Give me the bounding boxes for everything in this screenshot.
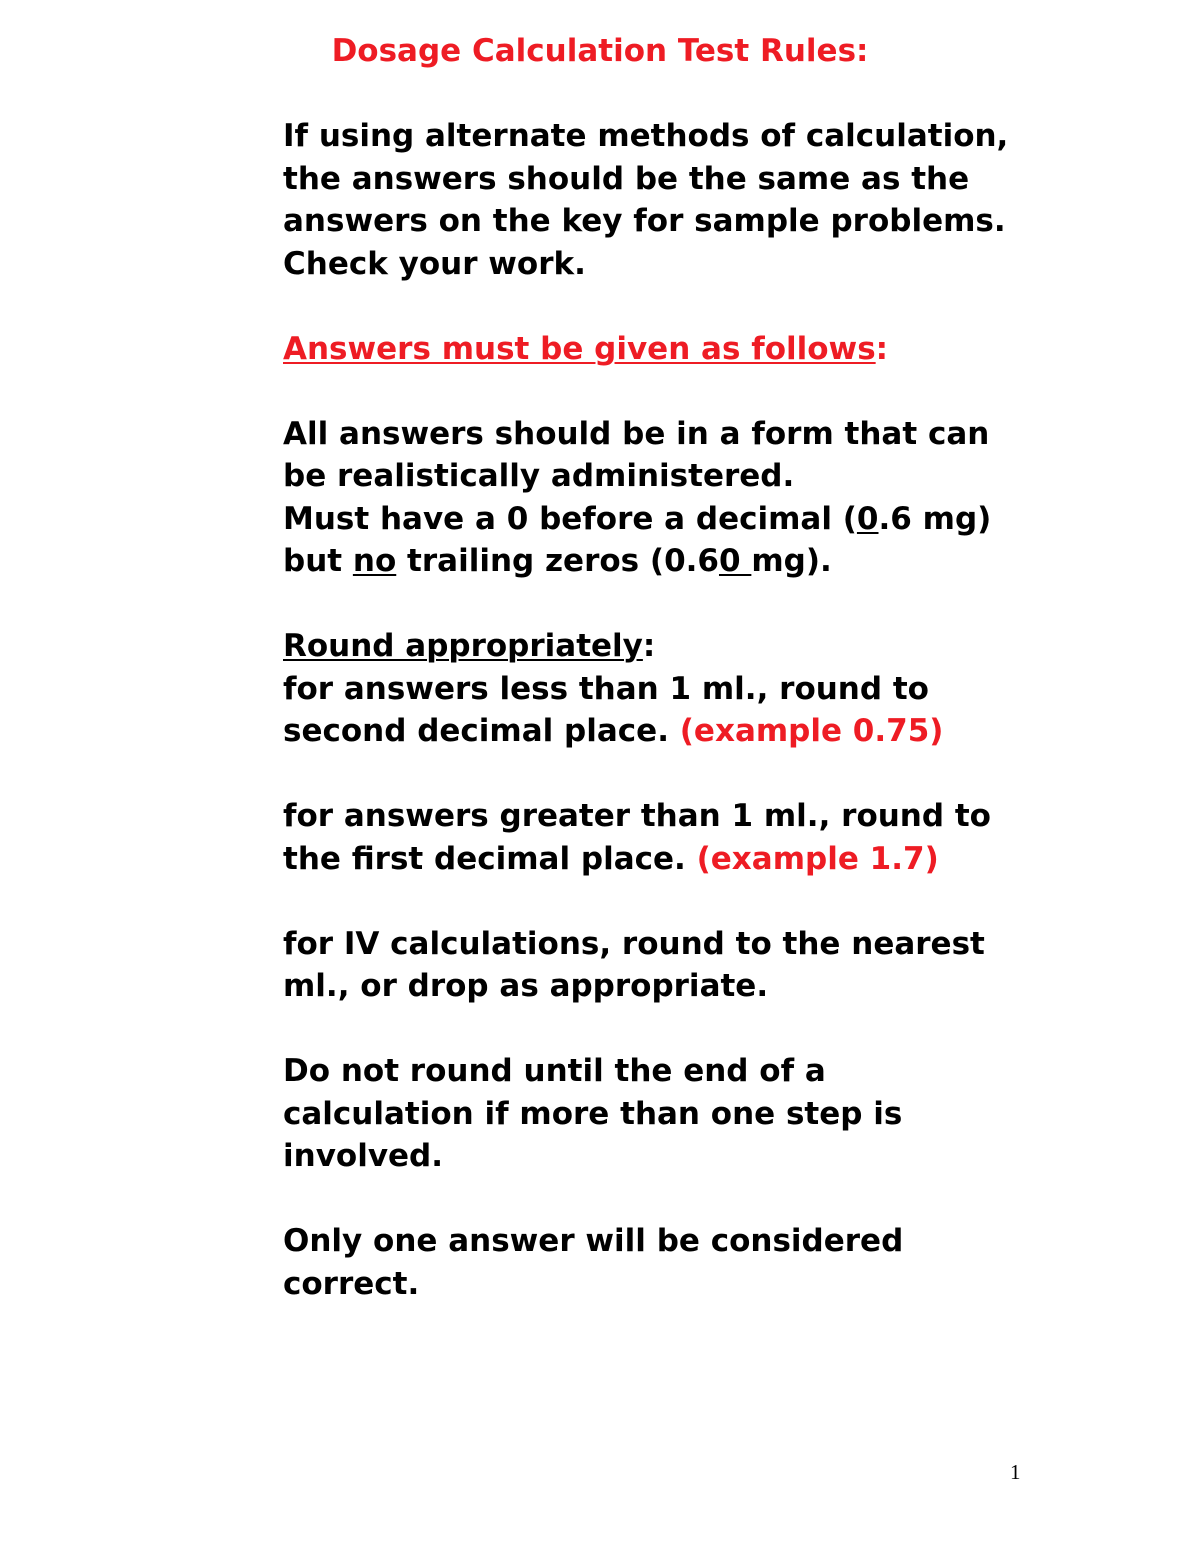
round-less-text: second decimal place. [283, 713, 680, 749]
round-less-example: (example 0.75) [679, 713, 944, 749]
intro-line: Check your work. [283, 245, 586, 282]
round-greater-text: the first decimal place. [283, 840, 697, 877]
trailing-zero-text-mid: trailing zeros (0.6 [396, 543, 719, 579]
form-rule-line: All answers should be in a form that can [283, 415, 990, 452]
form-rule-line: be realistically administered. [283, 458, 795, 494]
intro-line: answers on the key for sample problems. [283, 203, 1006, 239]
round-heading-colon: : [642, 628, 656, 664]
answers-heading-colon: : [875, 330, 889, 367]
round-greater-example: (example 1.7) [696, 840, 939, 877]
trailing-zero-text: but [283, 543, 353, 579]
round-heading [283, 625, 1143, 668]
trailing-zero-text-end: mg). [751, 543, 832, 579]
round-greater-line: for answers greater than 1 ml., round to [283, 798, 991, 834]
no-round-paragraph [283, 1050, 1143, 1178]
iv-rule-line: for IV calculations, round to the nearest [283, 925, 985, 962]
form-rules-paragraph [283, 413, 1143, 583]
answers-heading-text: Answers must be given as follows [283, 330, 876, 367]
intro-line: If using alternate methods of calculation, [283, 118, 1009, 154]
leading-zero-text-end: .6 mg) [878, 500, 992, 537]
intro-paragraph [283, 115, 1143, 285]
one-answer-paragraph [283, 1220, 1143, 1305]
trailing-zero-digit: 0 [718, 543, 752, 579]
no-round-line: calculation if more than one step is [283, 1095, 903, 1132]
trailing-zero-rule [283, 540, 1143, 583]
round-less-line [283, 710, 1143, 753]
leading-zero-rule [283, 498, 1143, 541]
round-greater-paragraph [283, 795, 1143, 880]
page-title: Dosage Calculation Test Rules: [331, 33, 869, 69]
round-less-line: for answers less than 1 ml., round to [283, 670, 929, 707]
round-heading-text: Round appropriately [283, 628, 643, 664]
no-round-line: Do not round until the end of a [283, 1053, 826, 1089]
answers-heading [283, 328, 1143, 371]
no-round-line: involved. [283, 1138, 444, 1174]
one-answer-line: correct. [283, 1265, 420, 1302]
round-greater-line [283, 838, 1143, 881]
leading-zero-text: Must have a 0 before a decimal ( [283, 500, 857, 537]
leading-zero-digit: 0 [856, 500, 879, 537]
page-number: 1 [1010, 1460, 1021, 1484]
rules-body [283, 115, 1143, 1348]
round-less-paragraph [283, 668, 1143, 753]
iv-rule-line: ml., or drop as appropriate. [283, 968, 769, 1004]
one-answer-line: Only one answer will be considered [283, 1223, 904, 1259]
iv-rule-paragraph [283, 923, 1143, 1008]
trailing-zero-no: no [352, 543, 397, 579]
intro-line: the answers should be the same as the [283, 160, 970, 197]
